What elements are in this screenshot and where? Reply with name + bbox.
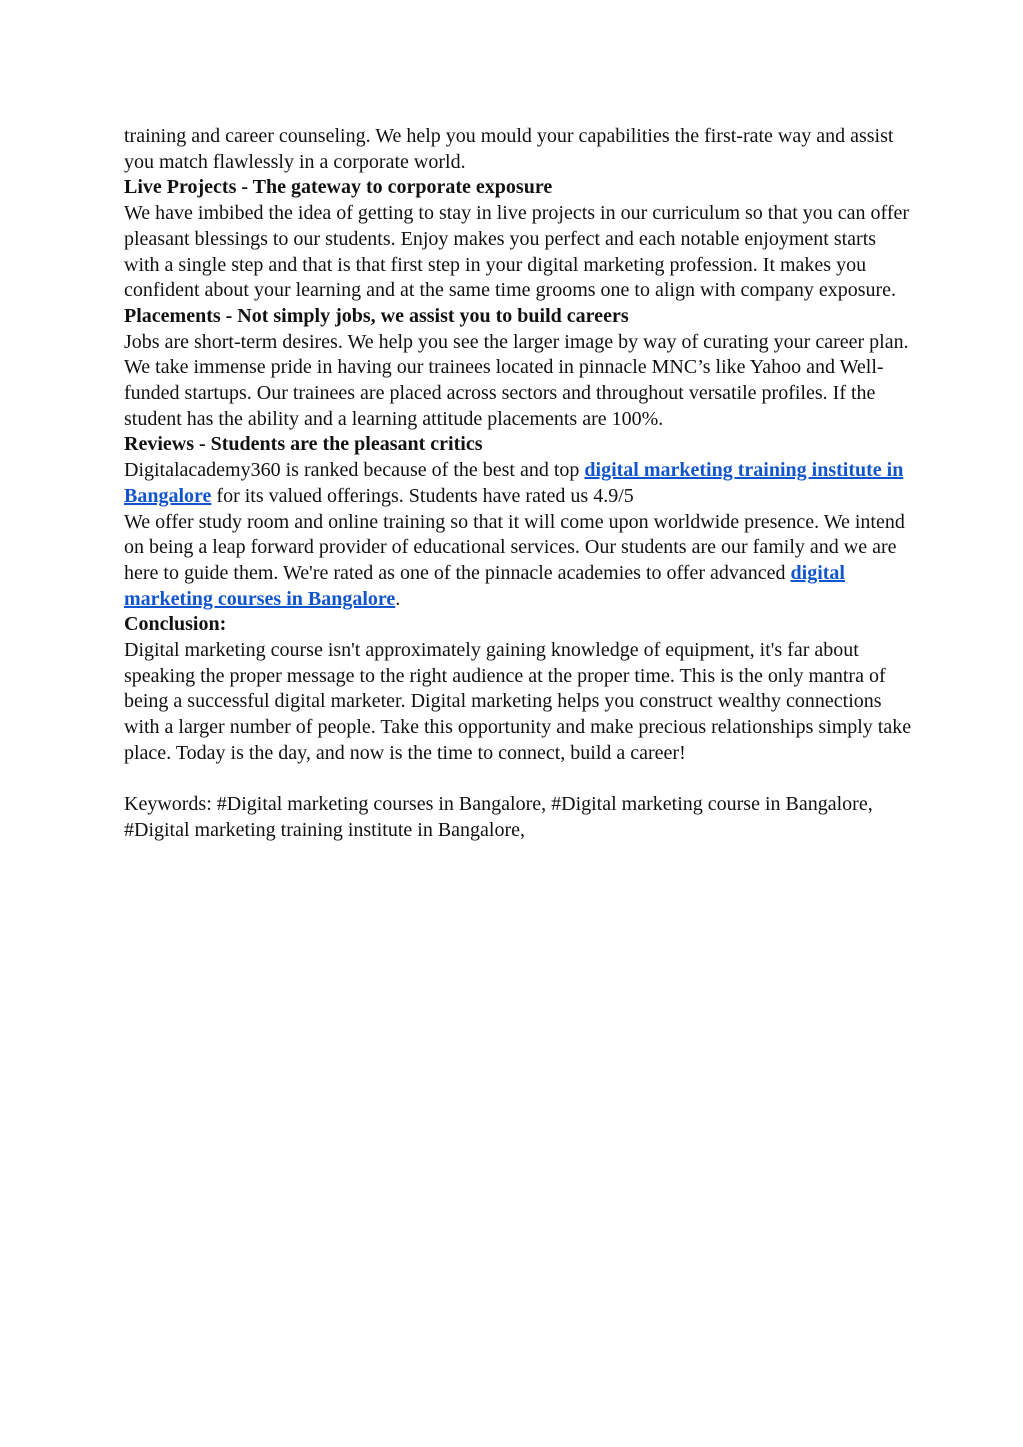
blank-line xyxy=(124,767,914,793)
courses-link[interactable]: digital marketing courses in Bangalore xyxy=(124,561,845,610)
reviews-paragraph-2 xyxy=(124,510,914,613)
reviews-p2-text-after: . xyxy=(395,587,401,610)
training-institute-link[interactable]: digital marketing training institute in Bangalore xyxy=(124,459,904,507)
placements-heading: Placements - Not simply jobs, we assist you to build careers xyxy=(124,304,629,327)
conclusion-heading: Conclusion: xyxy=(124,613,227,636)
intro-paragraph: training and career counseling. We help you mould your capabilities the first-rate way and assist you match flawlessly in a corporate world. xyxy=(124,125,894,173)
live-projects-heading: Live Projects - The gateway to corporate exposure xyxy=(124,176,553,199)
reviews-p2-text-before: We offer study room and online training so that it will come upon worldwide presence. We intend on being a leap forward provider of educational services. Our students are our family and we are here to guide them. We're rated as one of the pinnacle academies to offer advanced xyxy=(124,510,905,584)
reviews-paragraph-1 xyxy=(124,458,914,509)
keywords-paragraph: Keywords: #Digital marketing courses in Bangalore, #Digital marketing course in Bangalore, #Digital marketing training institute in Bangalore, xyxy=(124,793,873,841)
live-projects-paragraph: We have imbibed the idea of getting to stay in live projects in our curriculum so that you can offer pleasant blessings to our students. Enjoy makes you perfect and each notable enjoyment starts with a single step and that is that first step in your digital marketing profession. It makes you confident about your learning and at the same time grooms one to align with company exposure. xyxy=(124,202,910,302)
reviews-p1-text-after: for its valued offerings. Students have rated us 4.9/5 xyxy=(211,484,634,507)
document-page xyxy=(124,124,914,844)
reviews-p1-text-before: Digitalacademy360 is ranked because of the best and top xyxy=(124,459,585,482)
conclusion-paragraph: Digital marketing course isn't approximately gaining knowledge of equipment, it's far about speaking the proper message to the right audience at the proper time. This is the only mantra of being a successful digital marketer. Digital marketing helps you construct wealthy connections with a larger number of people. Take this opportunity and make precious relationships simply take place. Today is the day, and now is the time to connect, build a career! xyxy=(124,639,912,764)
placements-paragraph: Jobs are short-term desires. We help you see the larger image by way of curating your career plan. We take immense pride in having our trainees located in pinnacle MNC’s like Yahoo and Well-funded startups. Our trainees are placed across sectors and throughout versatile profiles. If the student has the ability and a learning attitude placements are 100%. xyxy=(124,330,909,430)
reviews-heading: Reviews - Students are the pleasant critics xyxy=(124,433,483,456)
